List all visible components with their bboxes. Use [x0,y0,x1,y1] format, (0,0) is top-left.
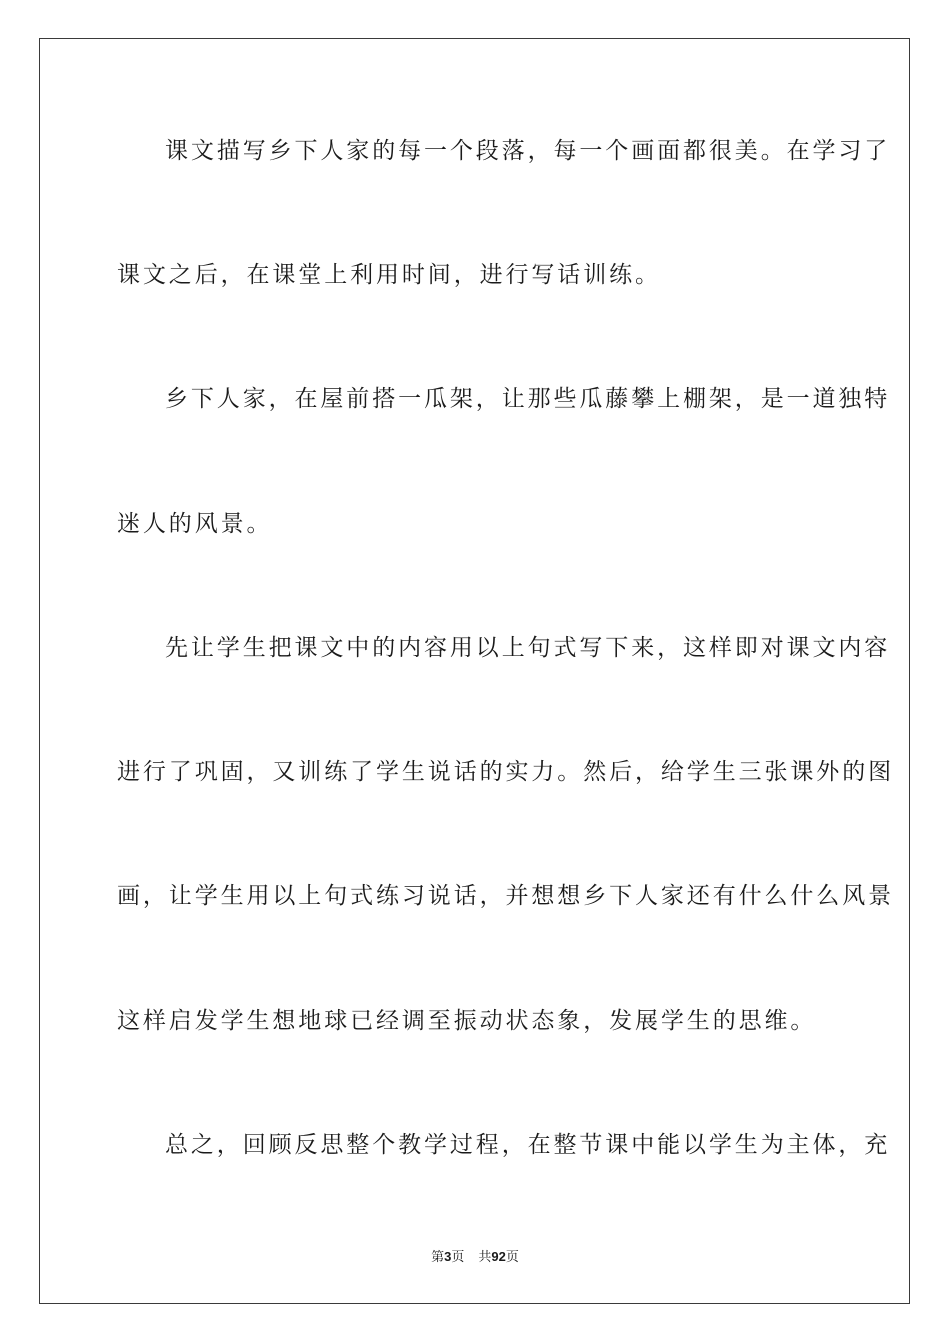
page-total: 92 [491,1249,506,1264]
page-footer [0,1248,950,1267]
page-suffix: 页 [451,1250,465,1265]
paragraph-line: 课文描写乡下人家的每一个段落，每一个画面都很美。在学习了 [165,138,891,164]
paragraph-line: 课文之后，在课堂上利用时间，进行写话训练。 [117,262,661,288]
paragraph-line: 进行了巩固，又训练了学生说话的实力。然后，给学生三张课外的图 [117,759,894,785]
paragraph-line: 这样启发学生想地球已经调至振动状态象，发展学生的思维。 [117,1008,817,1034]
paragraph-line: 迷人的风景。 [117,511,273,537]
total-suffix: 页 [505,1250,519,1265]
total-prefix: 共 [478,1250,492,1265]
paragraph-line: 画，让学生用以上句式练习说话，并想想乡下人家还有什么什么风景 [117,883,894,909]
paragraph-line: 先让学生把课文中的内容用以上句式写下来，这样即对课文内容 [165,635,891,661]
page-prefix: 第 [431,1250,445,1265]
paragraph-line: 乡下人家，在屋前搭一瓜架，让那些瓜藤攀上棚架，是一道独特 [165,386,891,412]
page-border [39,38,910,1304]
page-current: 3 [444,1249,452,1264]
paragraph-line: 总之，回顾反思整个教学过程，在整节课中能以学生为主体，充 [165,1132,891,1158]
